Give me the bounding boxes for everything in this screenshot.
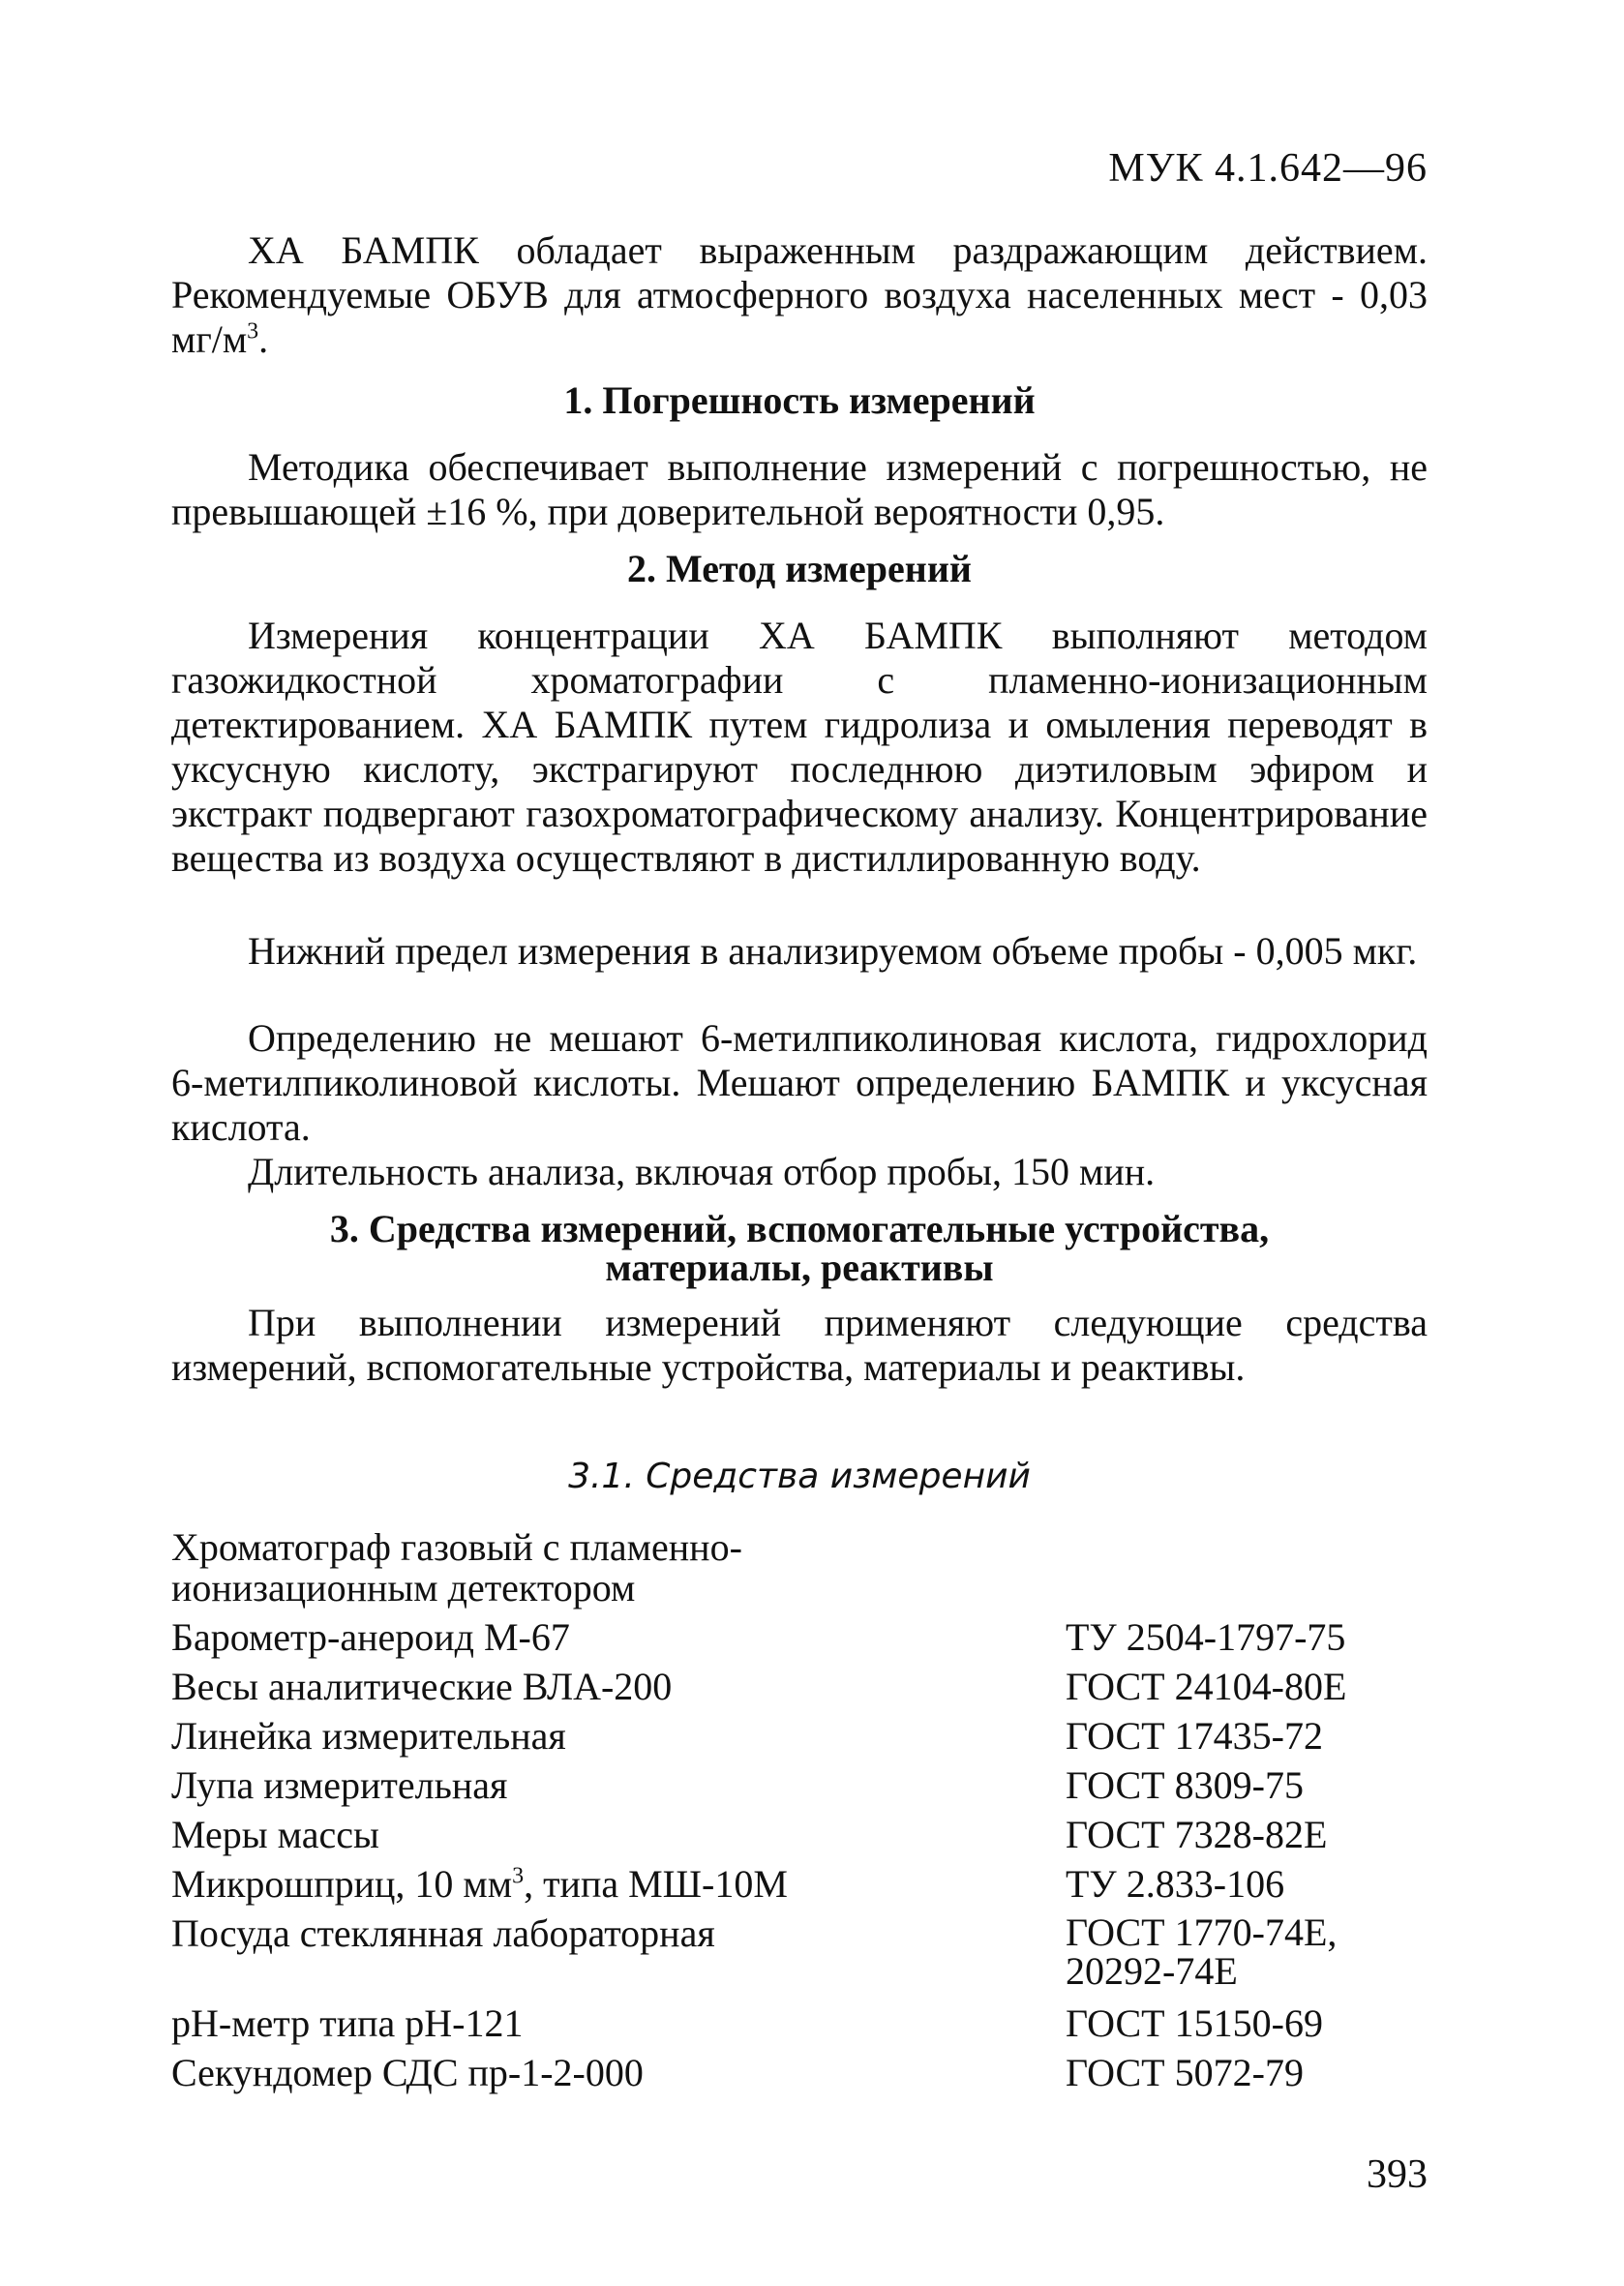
equipment-row xyxy=(171,1864,1428,1905)
section-1-text: Методика обеспечивает выполнение измерений с погрешностью, не превышающей ±16 %, при доверительной вероятности 0,95. xyxy=(171,445,1428,533)
intro-paragraph xyxy=(171,228,1428,362)
equipment-row xyxy=(171,2003,1428,2044)
equipment-name: рН-метр типа рН-121 xyxy=(171,2001,524,2045)
equipment-standard: ГОСТ 8309-75 xyxy=(1066,1763,1304,1807)
intro-text-end: . xyxy=(258,317,269,361)
section-1-title: 1. Погрешность измерений xyxy=(563,378,1036,422)
intro-superscript: 3 xyxy=(247,318,259,345)
equipment-standard: ГОСТ 7328-82Е xyxy=(1066,1813,1328,1856)
equipment-list xyxy=(171,1527,1428,2102)
equipment-standard: ТУ 2.833-106 xyxy=(1066,1862,1285,1906)
equipment-name: Секундомер СДС пр-1-2-000 xyxy=(171,2051,644,2094)
equipment-name: Лупа измерительная xyxy=(171,1763,508,1807)
running-head: МУК 4.1.642—96 xyxy=(1108,146,1428,191)
section-3-title-line-1: 3. Средства измерений, вспомогательные устройства, xyxy=(329,1207,1270,1250)
equipment-standard: ТУ 2504-1797-75 xyxy=(1066,1615,1346,1659)
equipment-standard: ГОСТ 17435-72 xyxy=(1066,1714,1323,1758)
intro-text: ХА БАМПК обладает выраженным раздражающим действием. Рекомендуемые ОБУВ для атмосферного воздуха населенных мест - 0,03 мг/м xyxy=(171,228,1428,361)
equipment-standard: ГОСТ 15150-69 xyxy=(1066,2001,1323,2045)
equipment-standard: ГОСТ 1770-74Е, 20292-74Е xyxy=(1066,1910,1338,1993)
equipment-row xyxy=(171,1716,1428,1757)
equipment-standard: ГОСТ 5072-79 xyxy=(1066,2051,1304,2094)
section-2-paragraph-4: Длительность анализа, включая отбор пробы, 150 мин. xyxy=(248,1150,1156,1193)
section-3-title xyxy=(171,1207,1428,1289)
equipment-name: Меры массы xyxy=(171,1813,379,1856)
section-2-title: 2. Метод измерений xyxy=(627,547,972,590)
equipment-row xyxy=(171,1765,1428,1806)
equipment-standard: ГОСТ 24104-80Е xyxy=(1066,1665,1347,1708)
equipment-name: Барометр-анероид М-67 xyxy=(171,1615,570,1659)
equipment-name-part: , типа МШ-10М xyxy=(524,1862,788,1906)
section-2-paragraph-1: Измерения концентрации ХА БАМПК выполняют методом газожидкостной хроматографии с пламенно-ионизационным детектированием. ХА БАМПК путем гидролиза и омыления переводят в уксусную кислоту, экстрагируют последнюю диэтиловым эфиром и экстракт подвергают газохроматографическому анализу. Концентрирование вещества из воздуха осуществляют в дистиллированную воду. xyxy=(171,614,1428,880)
equipment-row xyxy=(171,1667,1428,1707)
page-number: 393 xyxy=(1367,2152,1428,2197)
equipment-row xyxy=(171,2053,1428,2093)
equipment-name: Линейка измерительная xyxy=(171,1714,566,1758)
equipment-name: Весы аналитические ВЛА-200 xyxy=(171,1665,673,1708)
equipment-name-superscript: 3 xyxy=(512,1863,525,1889)
equipment-row xyxy=(171,1617,1428,1658)
equipment-row xyxy=(171,1910,1428,1995)
section-2-paragraph-3: Определению не мешают 6-метилпиколиновая кислота, гидрохлорид 6-метилпиколиновой кислоты. Мешают определению БАМПК и уксусная кислота. xyxy=(171,1016,1428,1149)
equipment-name-part: Микрошприц, 10 мм xyxy=(171,1862,513,1906)
equipment-name: Посуда стеклянная лабораторная xyxy=(171,1911,715,1955)
equipment-row xyxy=(171,1815,1428,1855)
equipment-name: Хроматограф газовый с пламенно-ионизационным детектором xyxy=(171,1525,742,1609)
section-2-paragraph-2: Нижний предел измерения в анализируемом объеме пробы - 0,005 мкг. xyxy=(248,929,1418,973)
subsection-3-1-title: 3.1. Средства измерений xyxy=(568,1457,1031,1496)
equipment-name xyxy=(171,1864,1062,1905)
equipment-row xyxy=(171,1527,1428,1609)
section-3-text: При выполнении измерений применяют следующие средства измерений, вспомогательные устройства, материалы и реактивы. xyxy=(171,1301,1428,1389)
section-3-title-line-2: материалы, реактивы xyxy=(605,1246,994,1289)
